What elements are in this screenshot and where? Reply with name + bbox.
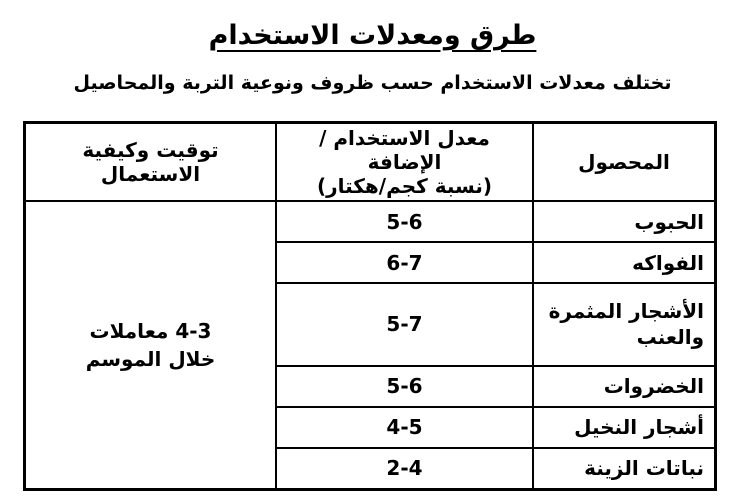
crop-cell: الحبوب [533,201,716,242]
rate-cell: 5-6 [276,201,533,242]
timing-cell [25,201,277,490]
rate-cell: 4-5 [276,407,533,448]
rate-cell: 5-7 [276,283,533,365]
rate-cell: 5-6 [276,366,533,407]
rate-cell: 2-4 [276,448,533,490]
header-rate-line1: معدل الاستخدام / الإضافة [319,126,490,174]
timing-line2: خلال الموسم [85,347,216,371]
table-header-row [25,123,716,202]
crop-cell: الخضروات [533,366,716,407]
usage-rates-table [23,121,717,491]
rate-cell: 6-7 [276,242,533,283]
crop-cell: أشجار النخيل [533,407,716,448]
crop-cell: الفواكه [533,242,716,283]
header-rate [276,123,533,202]
crop-cell: الأشجار المثمرة والعنب [533,283,716,365]
header-crop: المحصول [533,123,716,202]
table-row [25,201,716,242]
header-timing: توقيت وكيفية الاستعمال [25,123,277,202]
page-subtitle: تختلف معدلات الاستخدام حسب ظروف ونوعية التربة والمحاصيل [73,72,672,94]
page-title-text: طرق ومعدلات الاستخدام [208,20,537,51]
timing-line1: 4-3 معاملات [89,319,212,343]
header-rate-line2: (نسبة كجم/هكتار) [316,174,493,198]
crop-cell: نباتات الزينة [533,448,716,490]
page-title [0,20,745,51]
